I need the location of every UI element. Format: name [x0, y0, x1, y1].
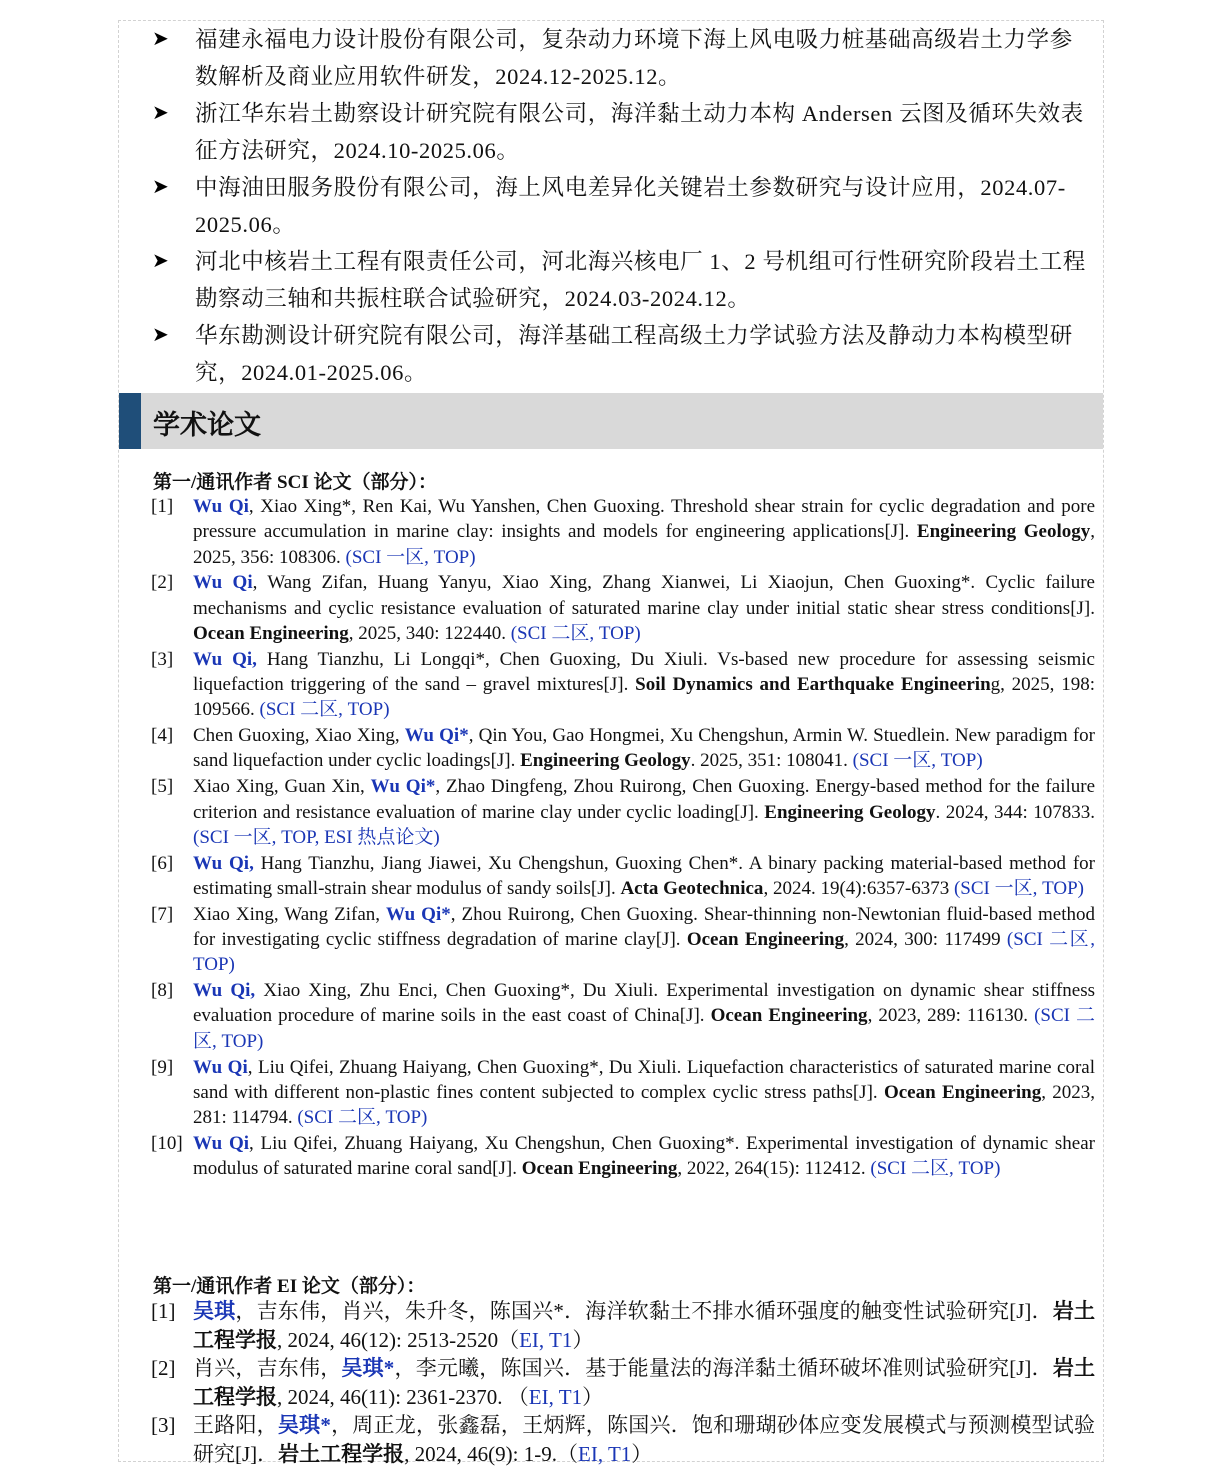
section-header	[119, 393, 1103, 449]
reference-item: [9] Wu Qi, Liu Qifei, Zhuang Haiyang, Chen Guoxing*, Du Xiuli. Liquefaction characteristics of saturated marine coral sand with different non-plastic fines content subjected to complex cyclic stress paths[J]. Ocean Engineering, 2023, 281: 114794. (SCI 二区, TOP)	[151, 1056, 1095, 1129]
reference-item: [1] 吴琪，吉东伟，肖兴，朱升冬，陈国兴*．海洋软黏土不排水循环强度的触变性试验研究[J]．岩土工程学报, 2024, 46(12): 2513-2520（EI, T1）	[151, 1299, 1096, 1352]
project-item: ➤ 中海油田服务股份有限公司，海上风电差异化关键岩土参数研究与设计应用，2024.07-2025.06。	[149, 169, 1095, 243]
document-page	[118, 20, 1104, 1466]
sci-heading: 第一/通讯作者 SCI 论文（部分）：	[153, 472, 437, 493]
reference-item: [3] Wu Qi, Hang Tianzhu, Li Longqi*, Chen Guoxing, Du Xiuli. Vs-based new procedure for assessing seismic liquefaction triggering of the sand – gravel mixtures[J]. Soil Dynamics and Earthquake Engineering, 2025, 198: 109566. (SCI 二区, TOP)	[151, 648, 1096, 721]
reference-item: [7] Xiao Xing, Wang Zifan, Wu Qi*, Zhou Ruirong, Chen Guoxing. Shear-thinning non-Newtonian fluid-based method for investigating cyclic stiffness degradation of marine clay[J]. Ocean Engineering, 2024, 300: 117499 (SCI 二区, TOP)	[151, 903, 1095, 976]
project-item: ➤ 浙江华东岩土勘察设计研究院有限公司，海洋黏土动力本构 Andersen 云图及循环失效表征方法研究，2024.10-2025.06。	[149, 95, 1095, 169]
reference-item: [1] Wu Qi, Xiao Xing*, Ren Kai, Wu Yanshen, Chen Guoxing. Threshold shear strain for cyclic degradation and pore pressure accumulation in marine clay: insights and models for engineering applications[J]. Engineering Geology, 2025, 356: 108306. (SCI 一区, TOP)	[151, 496, 1095, 568]
project-item: ➤ 福建永福电力设计股份有限公司，复杂动力环境下海上风电吸力桩基础高级岩土力学参数解析及商业应用软件研发，2024.12-2025.12。	[149, 21, 1095, 95]
section-title: 学术论文	[153, 410, 261, 441]
reference-item: [2] Wu Qi, Wang Zifan, Huang Yanyu, Xiao Xing, Zhang Xianwei, Li Xiaojun, Chen Guoxing*. Cyclic failure mechanisms and cyclic resistance evaluation of saturated marine clay under initial static shear stress conditions[J]. Ocean Engineering, 2025, 340: 122440. (SCI 二区, TOP)	[151, 572, 1095, 644]
ei-reference-list	[151, 1297, 1095, 1468]
arrow-bullet-icon: ➤	[152, 250, 170, 272]
project-list	[149, 21, 1095, 391]
reference-item: [5] Xiao Xing, Guan Xin, Wu Qi*, Zhao Dingfeng, Zhou Ruirong, Chen Guoxing. Energy-based method for the failure criterion and resistance evaluation of marine clay under cyclic loading[J]. Engineering Geology. 2024, 344: 107833. (SCI 一区, TOP, ESI 热点论文)	[151, 776, 1096, 848]
reference-item: [4] Chen Guoxing, Xiao Xing, Wu Qi*, Qin You, Gao Hongmei, Xu Chengshun, Armin W. Stuedlein. New paradigm for sand liquefaction under cyclic loadings[J]. Engineering Geology. 2025, 351: 108041. (SCI 一区, TOP)	[151, 725, 1096, 772]
ei-heading: 第一/通讯作者 EI 论文（部分）：	[153, 1276, 426, 1297]
reference-item: [6] Wu Qi, Hang Tianzhu, Jiang Jiawei, Xu Chengshun, Guoxing Chen*. A binary packing material-based method for estimating small-strain shear modulus of sandy soils[J]. Acta Geotechnica, 2024. 19(4):6357-6373 (SCI 一区, TOP)	[151, 852, 1096, 899]
arrow-bullet-icon: ➤	[152, 102, 170, 124]
arrow-bullet-icon: ➤	[152, 324, 170, 346]
reference-item: [10] Wu Qi, Liu Qifei, Zhuang Haiyang, Xu Chengshun, Chen Guoxing*. Experimental investigation of dynamic shear modulus of saturated marine coral sand[J]. Ocean Engineering, 2022, 264(15): 112412. (SCI 二区, TOP)	[151, 1132, 1095, 1180]
reference-item: [8] Wu Qi, Xiao Xing, Zhu Enci, Chen Guoxing*, Du Xiuli. Experimental investigation on dynamic shear stiffness evaluation procedure of marine soils in the east coast of China[J]. Ocean Engineering, 2023, 289: 116130. (SCI 二区, TOP)	[151, 980, 1095, 1052]
project-item: ➤ 华东勘测设计研究院有限公司，海洋基础工程高级土力学试验方法及静动力本构模型研究，2024.01-2025.06。	[149, 317, 1095, 391]
section-accent-bar	[119, 393, 141, 449]
reference-item: [3] 王路阳，吴琪*，周正龙，张鑫磊，王炳辉，陈国兴．饱和珊瑚砂体应变发展模式与预测模型试验研究[J]．岩土工程学报, 2024, 46(9): 1-9.（EI, T1）	[151, 1413, 1095, 1466]
arrow-bullet-icon: ➤	[152, 28, 170, 50]
project-item: ➤ 河北中核岩土工程有限责任公司，河北海兴核电厂 1、2 号机组可行性研究阶段岩土工程勘察动三轴和共振柱联合试验研究，2024.03-2024.12。	[149, 243, 1095, 317]
reference-item: [2] 肖兴，吉东伟，吴琪*，李元曦，陈国兴．基于能量法的海洋黏土循环破坏准则试验研究[J]．岩土工程学报, 2024, 46(11): 2361-2370. （EI, T1）	[151, 1356, 1096, 1409]
sci-reference-list	[151, 494, 1095, 1182]
arrow-bullet-icon: ➤	[152, 176, 170, 198]
